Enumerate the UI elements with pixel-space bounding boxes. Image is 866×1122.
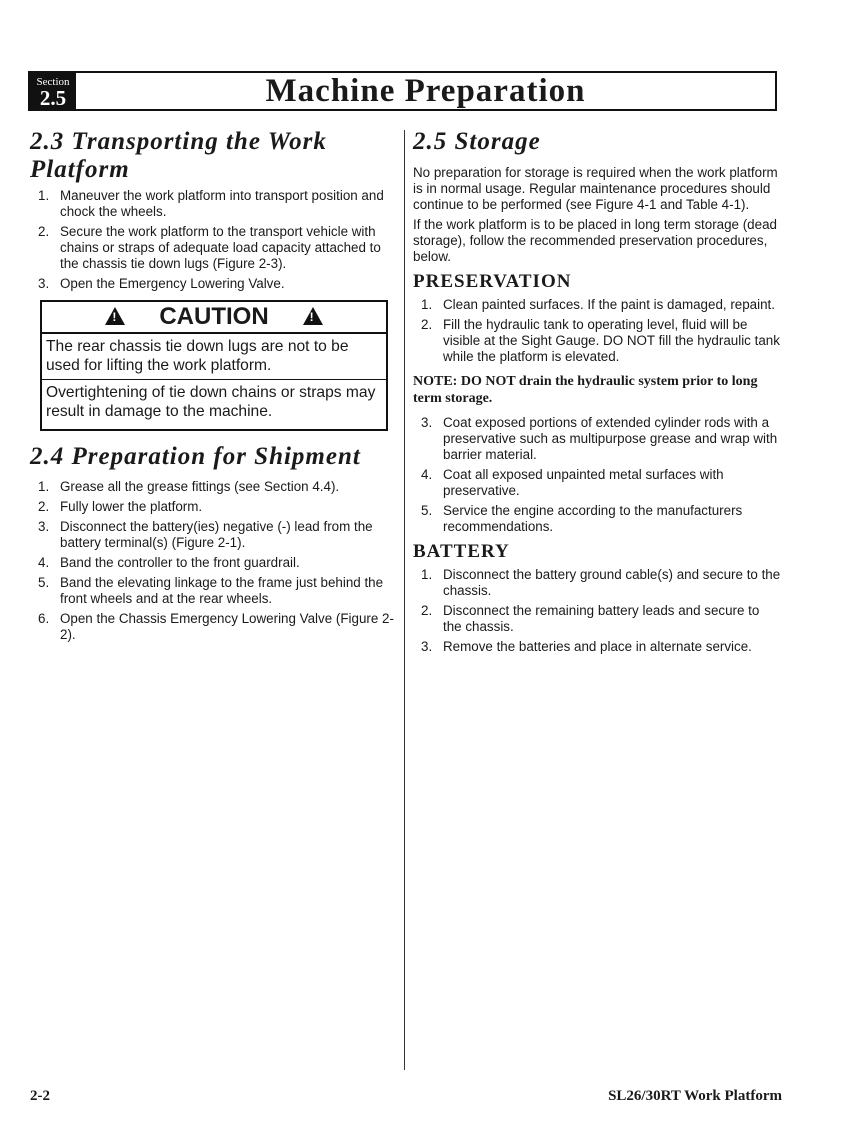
column-divider: [404, 130, 405, 1070]
list-item: 2. Fully lower the platform.: [38, 499, 203, 514]
list-item: 3. Coat exposed portions of extended cylinder rods with a preservative such as multipurpose grease and wrap with barrier material.: [421, 415, 778, 462]
storage-paragraph-1: No preparation for storage is required when the work platform is in normal usage. Regular maintenance procedures should continue to be performed (see Figure 4-1 and Table 4-1).: [413, 165, 778, 212]
list-item: 4. Band the controller to the front guardrail.: [38, 555, 300, 570]
warning-triangle-icon: [105, 307, 125, 325]
list-item: 3. Open the Emergency Lowering Valve.: [38, 276, 285, 291]
section-number: 2.5: [39, 86, 67, 110]
caution-box: [40, 300, 388, 431]
warning-triangle-icon: [303, 307, 323, 325]
battery-heading: BATTERY: [413, 541, 510, 562]
list-item: 1. Maneuver the work platform into transport position and chock the wheels.: [38, 188, 384, 219]
list-item: 1. Disconnect the battery ground cable(s) and secure to the chassis.: [421, 567, 781, 598]
shipment-list: [30, 479, 394, 643]
transport-heading: 2.3 Transporting the Work Platform: [30, 128, 327, 183]
shipment-heading: 2.4 Preparation for Shipment: [30, 443, 361, 470]
caution-body: [42, 334, 386, 421]
list-item: 1. Clean painted surfaces. If the paint is damaged, repaint.: [421, 297, 775, 312]
preservation-heading: PRESERVATION: [413, 271, 572, 292]
storage-note: NOTE: DO NOT drain the hydraulic system prior to long term storage.: [413, 374, 758, 406]
list-item: 3. Disconnect the battery(ies) negative (-) lead from the battery terminal(s) (Figure 2-1).: [38, 519, 373, 550]
storage-paragraph-2: If the work platform is to be placed in long term storage (dead storage), follow the recommended preservation procedures, below.: [413, 217, 777, 264]
list-item: 5. Service the engine according to the manufacturers recommendations.: [421, 503, 743, 534]
section-header: [28, 71, 777, 111]
caution-header: [42, 302, 386, 334]
section-badge: [30, 73, 76, 109]
list-item: 4. Coat all exposed unpainted metal surfaces with preservative.: [421, 467, 724, 498]
caution-text-1: The rear chassis tie down lugs are not to be used for lifting the work platform.: [46, 338, 349, 374]
caution-text-2: Overtightening of tie down chains or straps may result in damage to the machine.: [46, 384, 376, 420]
caution-separator: [42, 379, 386, 380]
left-column: [30, 128, 394, 647]
page-title: Machine Preparation: [265, 73, 586, 109]
page-number: 2-2: [30, 1088, 50, 1104]
list-item: 6. Open the Chassis Emergency Lowering Valve (Figure 2-2).: [38, 611, 394, 642]
list-item: 2. Disconnect the remaining battery leads and secure to the chassis.: [421, 603, 760, 634]
list-item: 2. Secure the work platform to the transport vehicle with chains or straps of adequate load capacity attached to the chassis tie down lugs (Figure 2-3).: [38, 224, 381, 271]
list-item: 1. Grease all the grease fittings (see Section 4.4).: [38, 479, 340, 494]
preservation-list-a: [413, 297, 781, 365]
transport-list: [30, 188, 394, 292]
battery-list: [413, 567, 781, 655]
list-item: 2. Fill the hydraulic tank to operating level, fluid will be visible at the Sight Gauge. DO NOT fill the hydraulic tank while the platform is elevated.: [421, 317, 780, 364]
caution-label: CAUTION: [159, 303, 269, 330]
list-item: 3. Remove the batteries and place in alternate service.: [421, 639, 752, 654]
list-item: 5. Band the elevating linkage to the frame just behind the front wheels and at the rear wheels.: [38, 575, 384, 606]
section-word: Section: [36, 76, 70, 88]
product-name: SL26/30RT Work Platform: [608, 1088, 782, 1104]
right-column: [413, 128, 781, 659]
storage-heading: 2.5 Storage: [413, 128, 541, 155]
preservation-list-b: [413, 415, 781, 535]
